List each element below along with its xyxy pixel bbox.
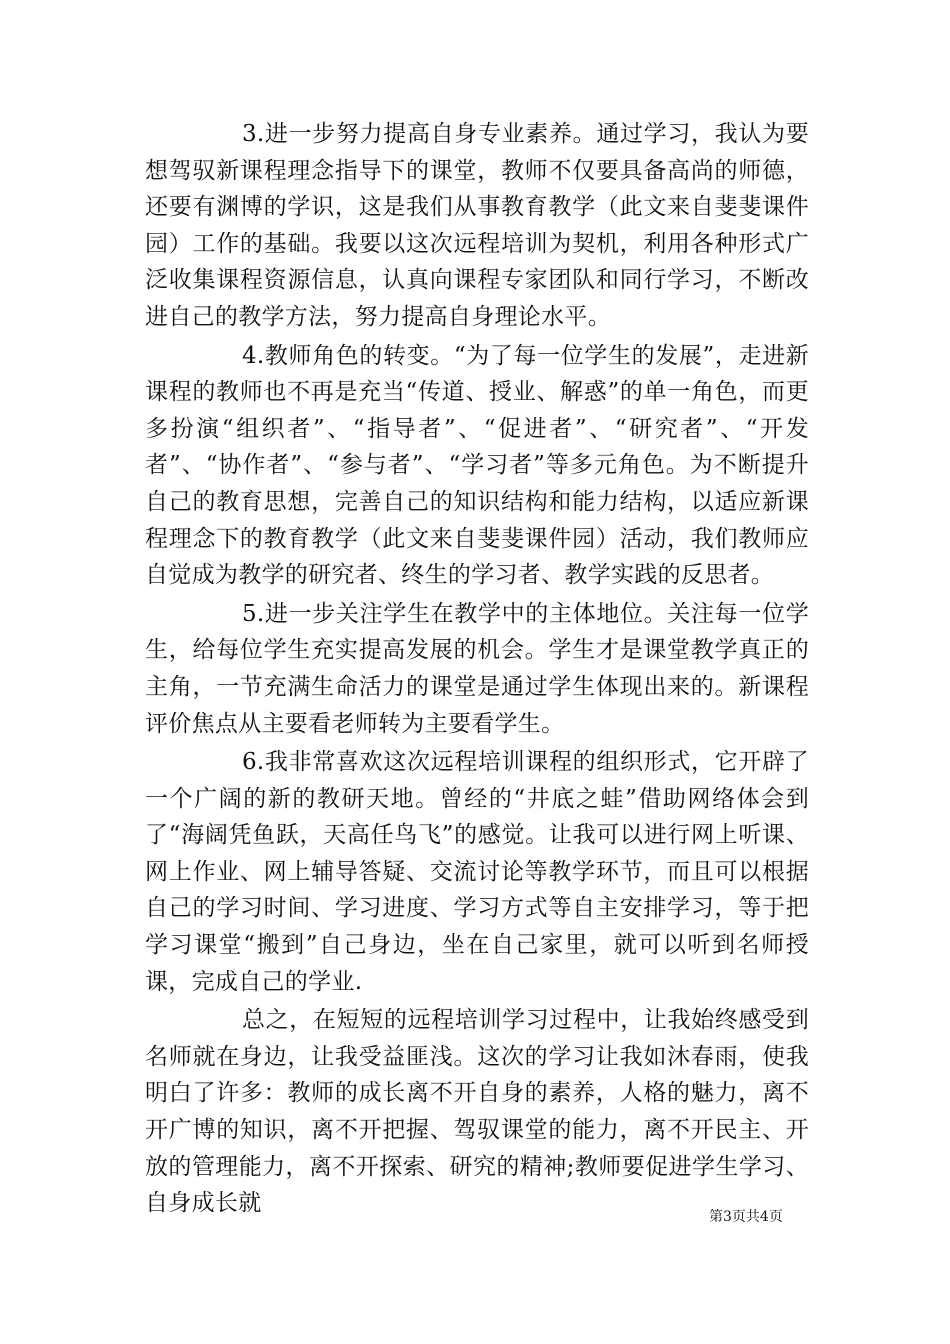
paragraph-4-teacher-role: 4.教师角色的转变。“为了每一位学生的发展”，走进新课程的教师也不再是充当“传道、授业、解惑”的单一角色，而更多扮演“组织者”、“指导者”、“促进者”、“研究者”、“开发者”、“协作者”、“参与者”、“学习者”等多元角色。为不断提升自己的教育思想，完善自己的知识结构和能力结构，以适应新课程理念下的教育教学（此文来自斐斐课件园）活动，我们教师应自觉成为教学的研究者、终生的学习者、教学实践的反思者。 bbox=[145, 342, 809, 589]
paragraph-6-training-format: 6.我非常喜欢这次远程培训课程的组织形式，它开辟了一个广阔的新的教研天地。曾经的“井底之蛙”借助网络体会到了“海阔凭鱼跃，天高任鸟飞”的感觉。让我可以进行网上听课、网上作业、网上辅导答疑、交流讨论等教学环节，而且可以根据自己的学习时间、学习进度、学习方式等自主安排学习，等于把学习课堂“搬到”自己身边，坐在自己家里，就可以听到名师授课，完成自己的学业. bbox=[145, 749, 809, 995]
paragraph-summary: 总之，在短短的远程培训学习过程中，让我始终感受到名师就在身边，让我受益匪浅。这次的学习让我如沐春雨，使我明白了许多：教师的成长离不开自身的素养，人格的魅力，离不开广博的知识，离不开把握、驾驭课堂的能力，离不开民主、开放的管理能力，离不开探索、研究的精神;教师要促进学生学习、自身成长就 bbox=[145, 1007, 809, 1217]
paragraph-3-professional-quality: 3.进一步努力提高自身专业素养。通过学习，我认为要想驾驭新课程理念指导下的课堂，教师不仅要具备高尚的师德，还要有渊博的学识，这是我们从事教育教学（此文来自斐斐课件园）工作的基础。我要以这次远程培训为契机，利用各种形式广泛收集课程资源信息，认真向课程专家团队和同行学习，不断改进自己的教学方法，努力提高自身理论水平。 bbox=[145, 121, 809, 330]
page-number-footer: 第3页共4页 bbox=[709, 1209, 783, 1225]
document-body bbox=[145, 116, 809, 1222]
paragraph-5-student-focus: 5.进一步关注学生在教学中的主体地位。关注每一位学生，给每位学生充实提高发展的机会。学生才是课堂教学真正的主角，一节充满生命活力的课堂是通过学生体现出来的。新课程评价焦点从主要看老师转为主要看学生。 bbox=[145, 600, 809, 737]
